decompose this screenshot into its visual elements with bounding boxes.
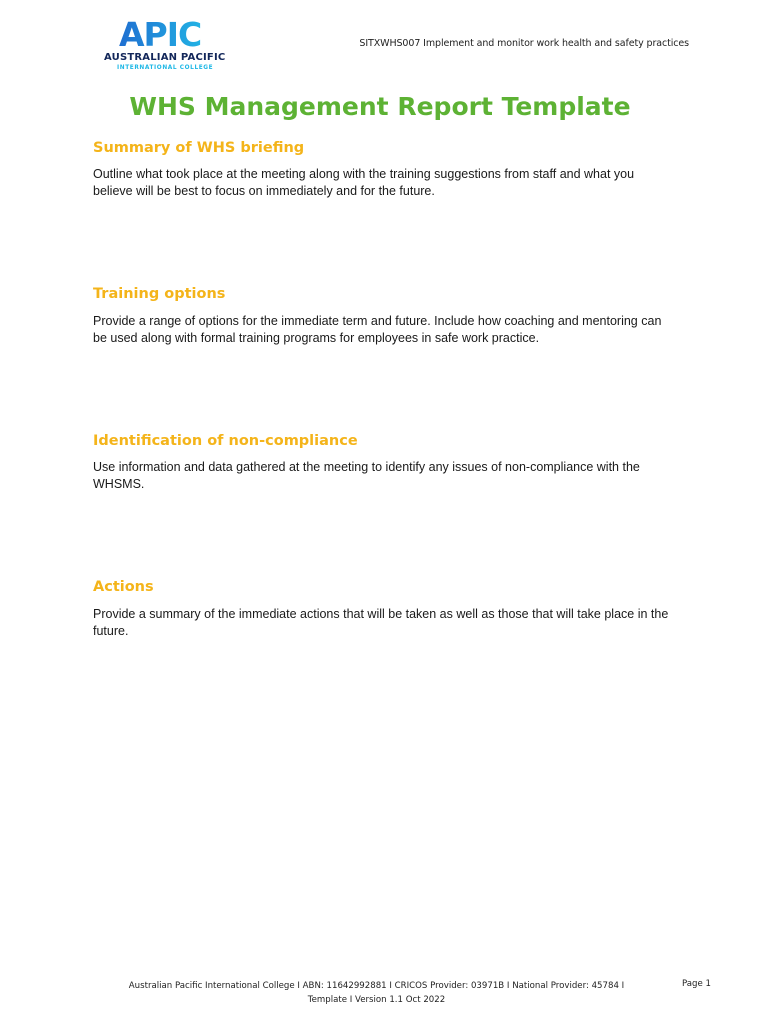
section-heading-training: Training options: [93, 286, 226, 302]
section-body-actions: Provide a summary of the immediate actions that will be taken as well as those that will take place in the future.: [93, 607, 669, 638]
page-title: WHS Management Report Template: [129, 92, 631, 121]
section-body-summary: Outline what took place at the meeting along with the training suggestions from staff and what you believe will be best to focus on immediately and for the future.: [93, 167, 635, 198]
section-body-training: Provide a range of options for the immediate term and future. Include how coaching and mentoring can be used along with formal training programs for employees in safe work practice.: [93, 314, 662, 345]
logo-main-text: APIC: [119, 15, 202, 54]
logo-line-1: AUSTRALIAN PACIFIC: [104, 52, 226, 63]
footer: [120, 979, 633, 1007]
college-logo: [100, 14, 232, 74]
footer-line-2: Template I Version 1.1 Oct 2022: [307, 995, 446, 1005]
section-heading-non-compliance: Identification of non-compliance: [93, 433, 358, 449]
logo-line-2: INTERNATIONAL COLLEGE: [117, 65, 214, 71]
section-heading-actions: Actions: [93, 579, 154, 595]
unit-code-header: SITXWHS007 Implement and monitor work health and safety practices: [359, 38, 689, 49]
page-number: Page 1: [681, 979, 711, 989]
section-heading-summary: Summary of WHS briefing: [93, 140, 305, 156]
footer-line-1: Australian Pacific International College I ABN: 11642992881 I CRICOS Provider: 03971B I National Provider: 45784 I: [128, 981, 625, 991]
section-body-non-compliance: Use information and data gathered at the meeting to identify any issues of non-compliance with the WHSMS.: [93, 460, 640, 491]
